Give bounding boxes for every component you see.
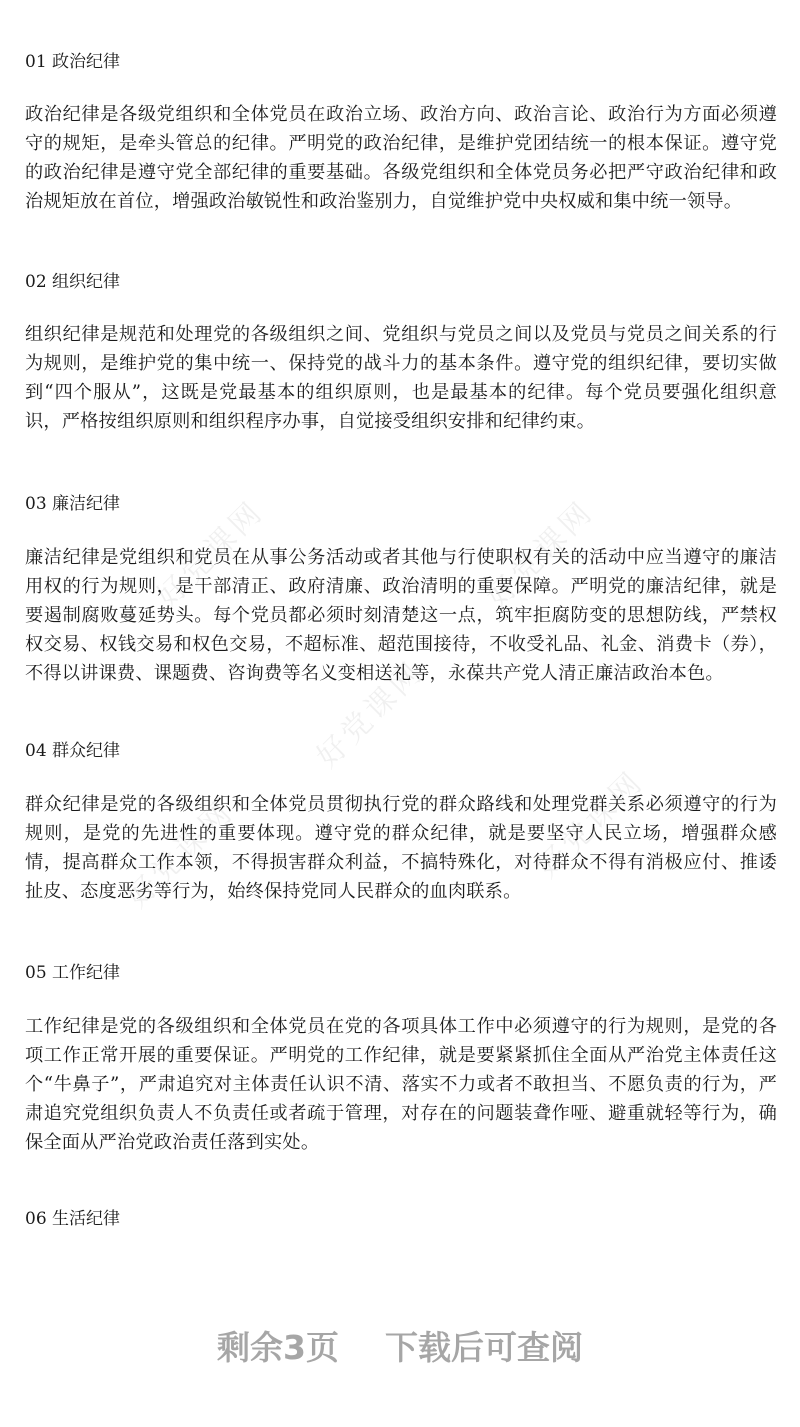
section-heading: 01 政治纪律	[25, 52, 121, 72]
section-paragraph: 政治纪律是各级党组织和全体党员在政治立场、政治方向、政治言论、政治行为方面必须遵守的规矩，是牵头管总的纪律。严明党的政治纪律，是维护党团结统一的根本保证。遵守党的政治纪律是遵守党全部纪律的重要基础。各级党组织和全体党员务必把严守政治纪律和政治规矩放在首位，增强政治敏锐性和政治鉴别力，自觉维护党中央权威和集中统一领导。	[25, 104, 777, 212]
section-body	[25, 1012, 777, 1157]
section-body	[25, 543, 777, 688]
watermark: 好党课网	[530, 764, 651, 885]
section-political-discipline	[25, 50, 777, 74]
section-body	[25, 100, 777, 216]
watermark: 好党课网	[120, 794, 241, 915]
section-work-discipline	[25, 961, 777, 985]
section-paragraph: 廉洁纪律是党组织和党员在从事公务活动或者其他与行使职权有关的活动中应当遵守的廉洁用权的行为规则，是干部清正、政府清廉、政治清明的重要保障。严明党的廉洁纪律，就是要遏制腐败蔓延势头。每个党员都必须时刻清楚这一点，筑牢拒腐防变的思想防线，严禁权权交易、权钱交易和权色交易，不超标准、超范围接待，不收受礼品、礼金、消费卡（券），不得以讲课费、课题费、咨询费等名义变相送礼等，永葆共产党人清正廉洁政治本色。	[25, 547, 777, 684]
section-integrity-discipline	[25, 492, 777, 516]
watermark: 好党课网	[150, 494, 271, 615]
section-heading: 03 廉洁纪律	[25, 494, 121, 514]
section-paragraph: 工作纪律是党的各级组织和全体党员在党的各项具体工作中必须遵守的行为规则，是党的各项工作正常开展的重要保证。严明党的工作纪律，就是要紧紧抓住全面从严治党主体责任这个“牛鼻子”，严肃追究对主体责任认识不清、落实不力或者不敢担当、不愿负责的行为，严肃追究党组织负责人不负责任或者疏于管理，对存在的问题装聋作哑、避重就轻等行为，确保全面从严治党政治责任落到实处。	[25, 1016, 777, 1153]
watermark: 好党课网	[310, 654, 431, 775]
section-heading: 06 生活纪律	[25, 1209, 121, 1229]
section-heading: 05 工作纪律	[25, 963, 121, 983]
section-body	[25, 790, 777, 906]
section-paragraph: 群众纪律是党的各级组织和全体党员贯彻执行党的群众路线和处理党群关系必须遵守的行为规则，是党的先进性的重要体现。遵守党的群众纪律，就是要坚守人民立场，增强群众感情，提高群众工作本领，不得损害群众利益，不搞特殊化，对待群众不得有消极应付、推诿扯皮、态度恶劣等行为，始终保持党同人民群众的血肉联系。	[25, 794, 777, 902]
remaining-pages-label: 剩余3页	[217, 1328, 339, 1367]
section-body	[25, 320, 777, 436]
download-to-read-more-banner[interactable]	[0, 1322, 800, 1369]
section-paragraph: 组织纪律是规范和处理党的各级组织之间、党组织与党员之间以及党员与党员之间关系的行为规则，是维护党的集中统一、保持党的战斗力的基本条件。遵守党的组织纪律，要切实做到“四个服从”，这既是党最基本的组织原则，也是最基本的纪律。每个党员要强化组织意识，严格按组织原则和组织程序办事，自觉接受组织安排和纪律约束。	[25, 324, 777, 432]
section-mass-discipline	[25, 739, 777, 763]
section-organizational-discipline	[25, 270, 777, 294]
section-life-discipline	[25, 1207, 777, 1231]
section-heading: 02 组织纪律	[25, 272, 121, 292]
section-heading: 04 群众纪律	[25, 741, 121, 761]
download-prompt-label: 下载后可查阅	[384, 1328, 583, 1367]
watermark: 好党课网	[480, 494, 601, 615]
